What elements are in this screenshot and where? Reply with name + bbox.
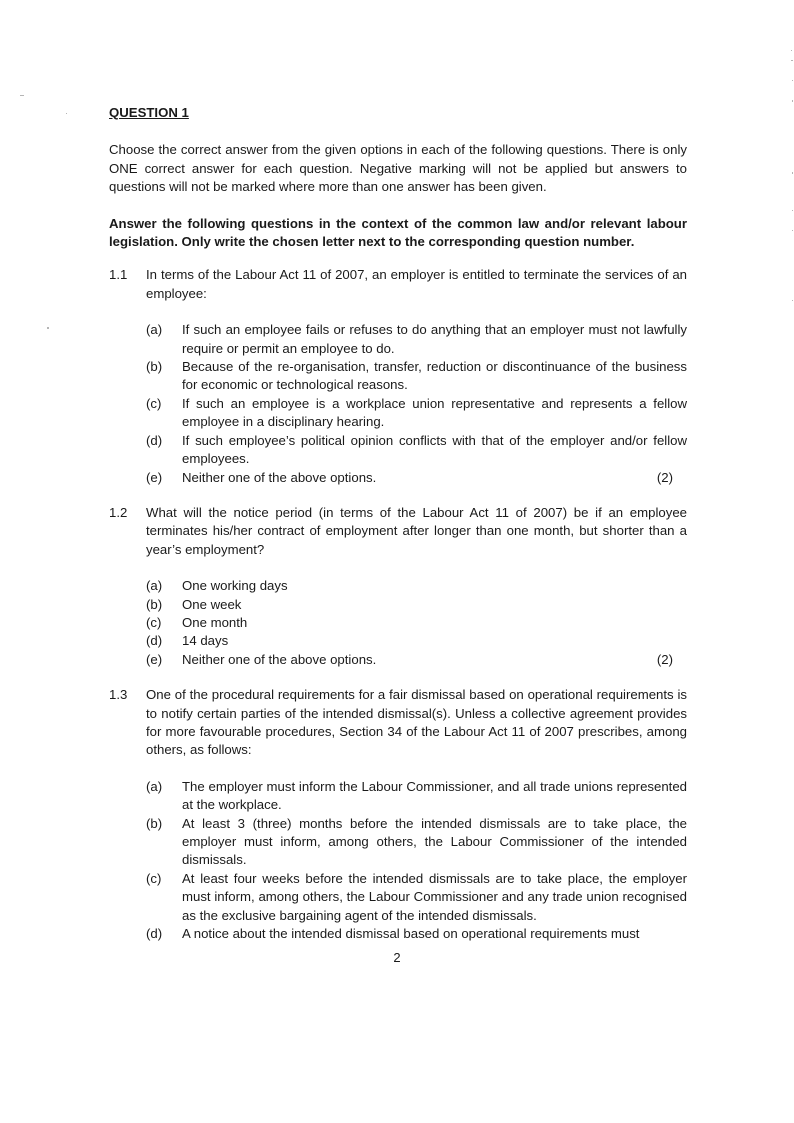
option-d [146,925,687,943]
option-text: One week [182,596,242,612]
option-letter: (d) [146,926,163,942]
option-text: Neither one of the above options. [182,651,377,667]
options-list [146,577,687,669]
scan-speck [792,100,793,102]
question-text: In terms of the Labour Act 11 of 2007, an employer is entitled to terminate the services of an employee: [146,267,687,301]
option-c [146,395,687,432]
document-page [109,104,687,943]
option-letter: (a) [146,778,163,794]
question-number: 1.2 [109,504,128,520]
option-c [146,614,687,632]
option-letter: (a) [146,578,163,594]
option-text: The employer must inform the Labour Commissioner, and all trade unions represented at the workplace. [182,778,687,813]
scan-speck [791,60,793,61]
option-d [146,632,687,650]
option-d [146,432,687,469]
option-letter: (d) [146,432,163,448]
scan-speck [792,230,793,231]
option-e [146,651,687,669]
option-text: If such employee’s political opinion conflicts with that of the employer and/or fellow employees. [182,432,687,467]
question-text: What will the notice period (in terms of the Labour Act 11 of 2007) be if an employee terminates his/her contract of employment after longer than one month, but shorter than a year’s employment? [146,504,687,557]
option-a [146,778,687,815]
option-e [146,469,687,487]
option-text: At least 3 (three) months before the intended dismissals are to take place, the employer must inform, among others, the Labour Commissioner of the intended dismissals. [182,815,687,868]
scan-speck [792,210,793,211]
option-letter: (b) [146,359,163,375]
option-letter: (c) [146,395,162,411]
instructions-paragraph: Choose the correct answer from the given options in each of the following questions. There is only ONE correct answer for each question. Negative marking will not be applied but answers to questions will not be marked where more than one answer has been given. [109,142,687,195]
scan-speck [20,95,24,96]
option-text: Neither one of the above options. [182,469,377,485]
scan-speck [47,327,49,329]
option-b [146,815,687,870]
options-list [146,778,687,944]
option-a [146,321,687,358]
option-b [146,358,687,395]
option-text: If such an employee is a workplace union representative and represents a fellow employee in a disciplinary hearing. [182,395,687,430]
option-letter: (d) [146,633,163,649]
question-1-3 [109,686,687,943]
option-c [146,870,687,925]
scan-speck [792,80,793,81]
option-text: If such an employee fails or refuses to do anything that an employer must not lawfully require or permit an employee to do. [182,322,687,356]
option-letter: (b) [146,815,163,831]
question-1-1 [109,266,687,486]
question-number: 1.1 [109,267,128,283]
option-letter: (a) [146,322,163,338]
page-number: 2 [393,950,401,965]
question-heading: QUESTION 1 [109,105,189,120]
option-letter: (c) [146,870,162,886]
scan-speck [791,50,792,51]
option-letter: (e) [146,469,163,485]
option-text: A notice about the intended dismissal based on operational requirements must [182,926,640,942]
marks-label: (2) [656,651,673,667]
option-text: At least four weeks before the intended dismissals are to take place, the employer must inform, among others, the Labour Commissioner and any trade union recognised as the exclusive bargaining agent of the intended dismissals. [182,870,687,923]
option-text: 14 days [182,633,229,649]
scan-speck [66,113,67,114]
option-text: One month [182,614,248,630]
scan-speck [792,172,793,174]
option-b [146,596,687,614]
option-text: Because of the re-organisation, transfer, reduction or discontinuance of the business for economic or technological reasons. [182,359,687,393]
option-letter: (e) [146,651,163,667]
question-1-2 [109,504,687,669]
scan-speck [792,300,793,301]
option-letter: (b) [146,596,163,612]
option-text: One working days [182,578,288,594]
question-number: 1.3 [109,687,128,703]
question-text: One of the procedural requirements for a fair dismissal based on operational requirements is to notify certain parties of the intended dismissal(s). Unless a collective agreement provides for more favourable procedures, Section 34 of the Labour Act 11 of 2007 prescribes, among others, as follows: [146,687,687,758]
options-list [146,321,687,487]
instructions-bold-paragraph: Answer the following questions in the context of the common law and/or relevant labour legislation. Only write the chosen letter next to the corresponding question number. [109,215,687,250]
marks-label: (2) [656,469,673,485]
option-a [146,577,687,595]
option-letter: (c) [146,614,162,630]
